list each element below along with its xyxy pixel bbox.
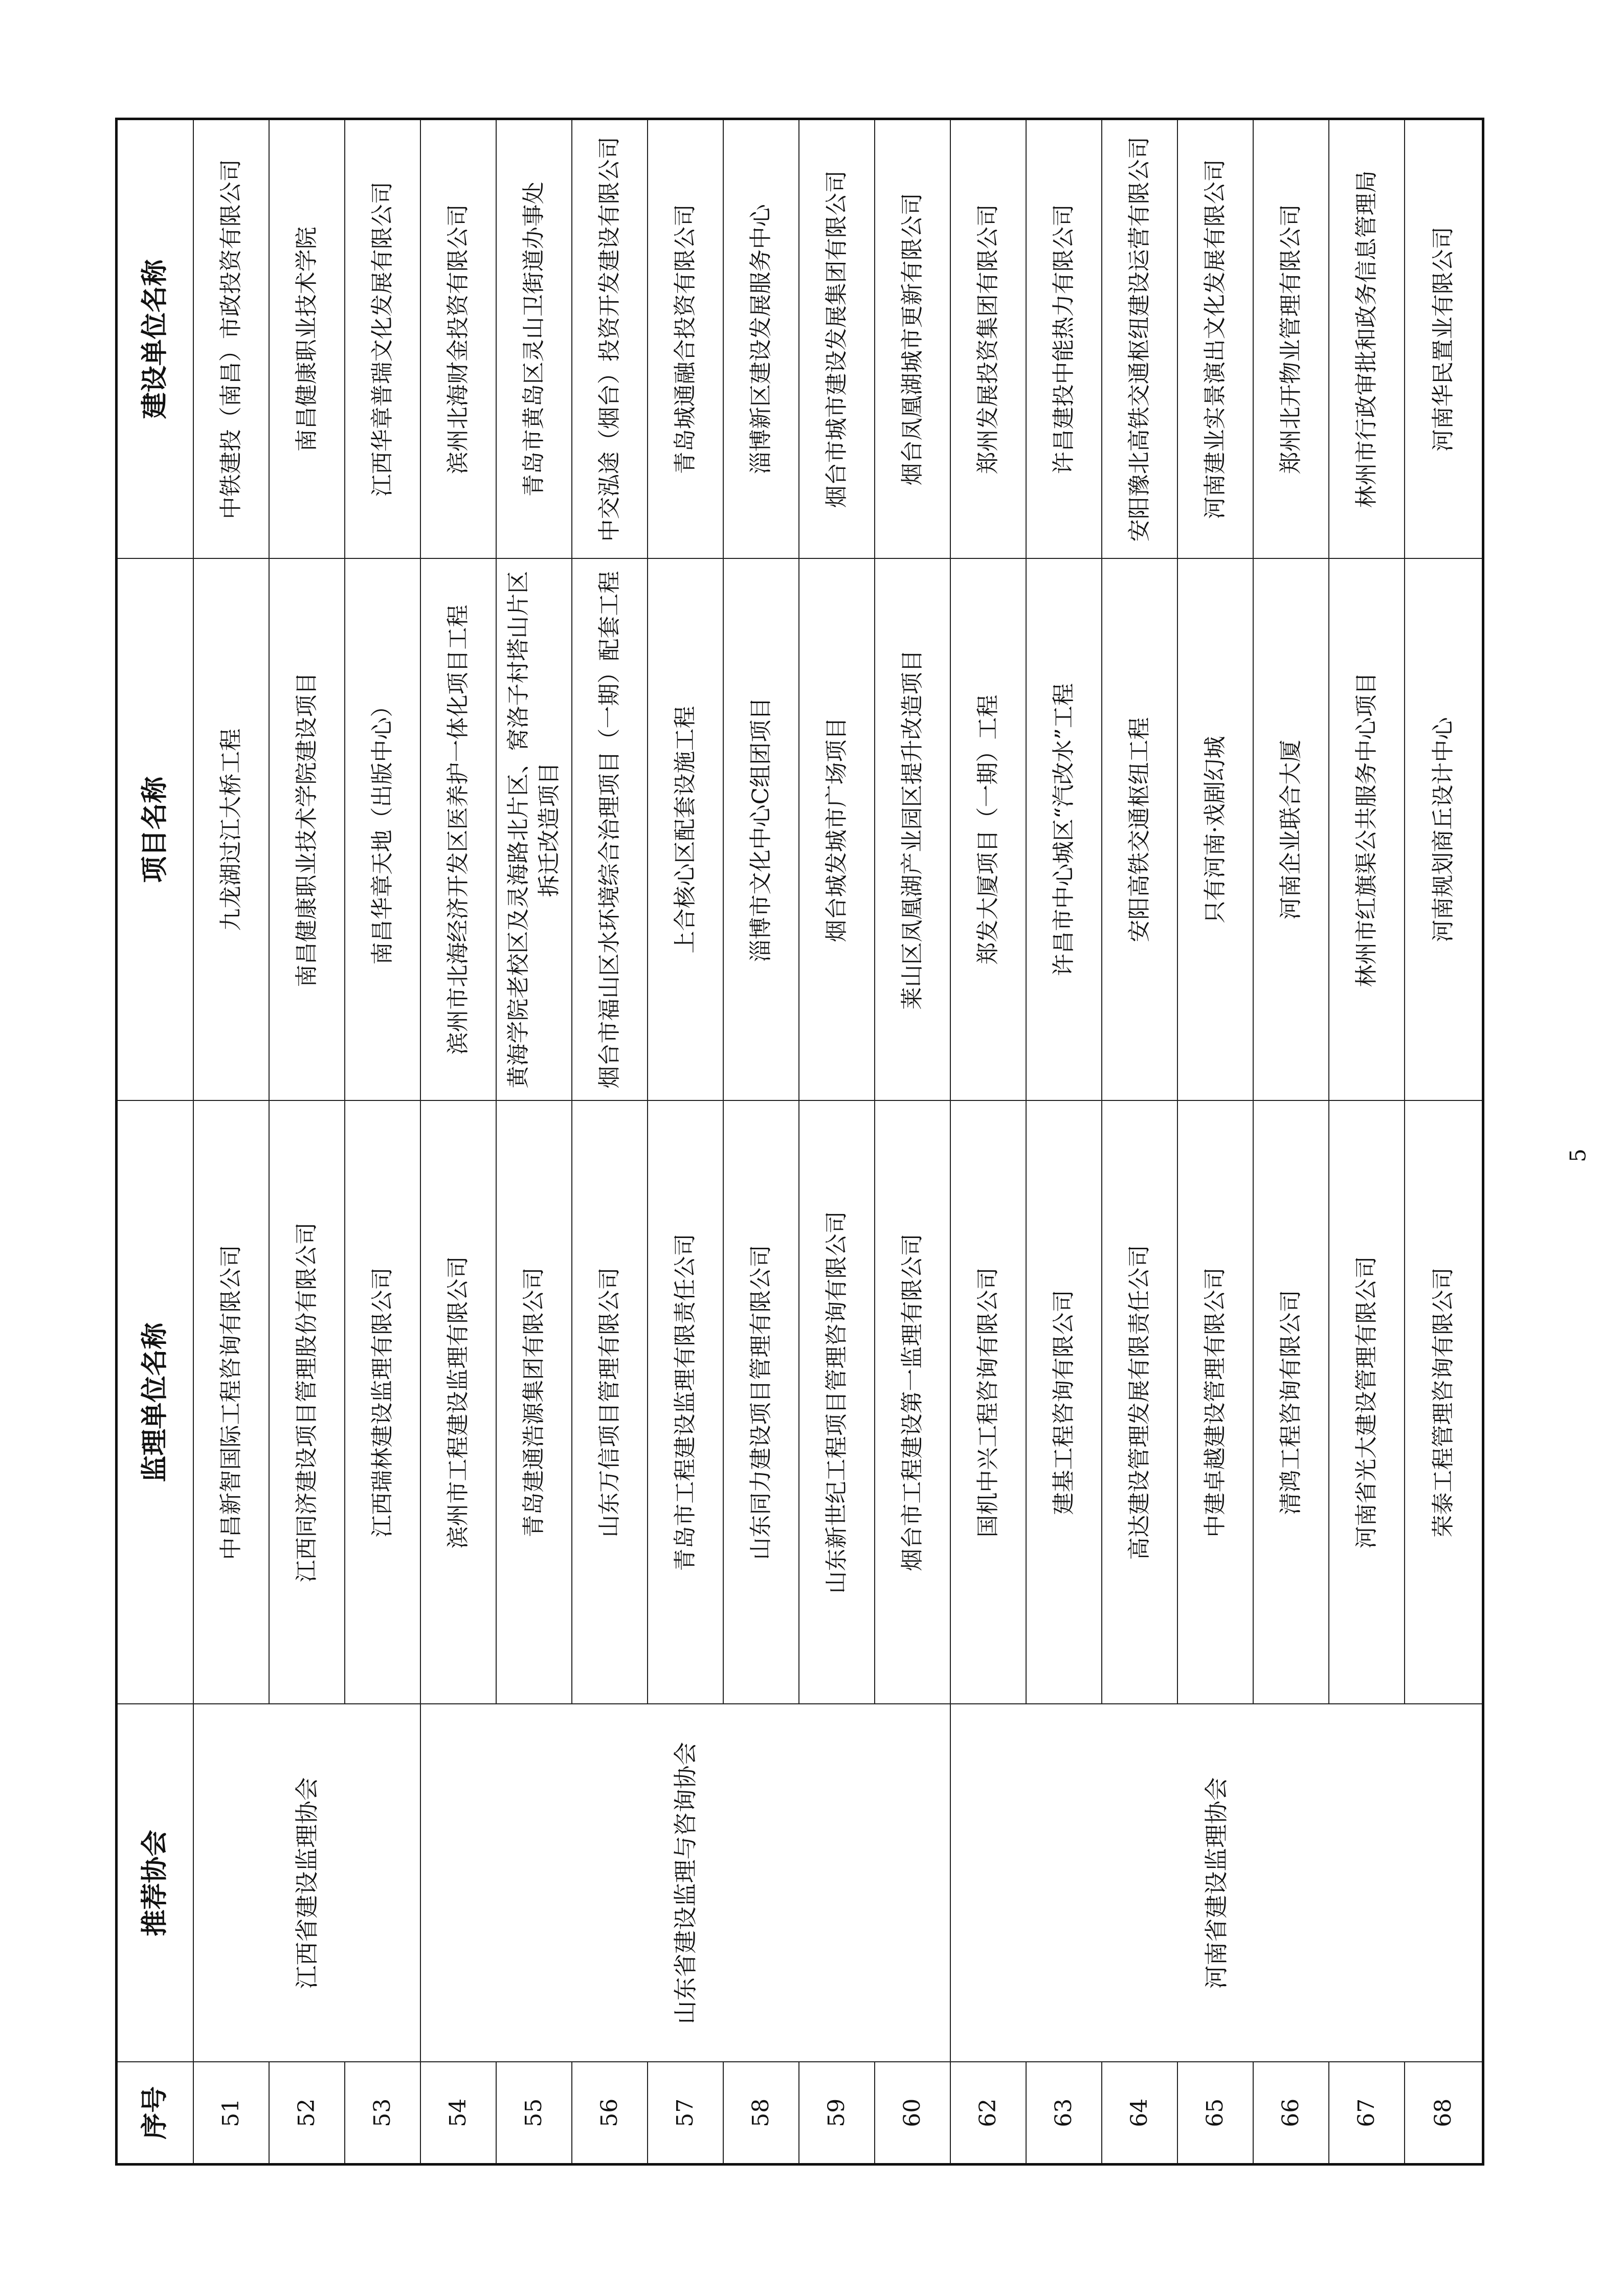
cell-supervisor: 青岛建通浩源集团有限公司	[496, 1101, 572, 1704]
cell-seq: 55	[496, 2062, 572, 2165]
cell-association-henan: 河南省建设监理协会	[950, 1704, 1483, 2062]
cell-seq: 56	[572, 2062, 648, 2165]
cell-project: 许昌市中心城区“汽改水”工程	[1026, 559, 1102, 1101]
cell-supervisor: 高达建设管理发展有限责任公司	[1102, 1101, 1177, 1704]
cell-owner: 中铁建投（南昌）市政投资有限公司	[193, 119, 269, 559]
cell-owner: 烟台凤凰湖城市更新有限公司	[875, 119, 950, 559]
header-owner: 建设单位名称	[117, 119, 193, 559]
header-seq: 序号	[117, 2062, 193, 2165]
cell-owner: 青岛市黄岛区灵山卫街道办事处	[496, 119, 572, 559]
table-row	[193, 119, 269, 2165]
cell-seq: 67	[1329, 2062, 1405, 2165]
cell-supervisor: 建基工程咨询有限公司	[1026, 1101, 1102, 1704]
cell-seq: 64	[1102, 2062, 1177, 2165]
cell-supervisor: 河南省光大建设管理有限公司	[1329, 1101, 1405, 1704]
cell-seq: 62	[950, 2062, 1026, 2165]
cell-seq: 63	[1026, 2062, 1102, 2165]
cell-owner: 林州市行政审批和政务信息管理局	[1329, 119, 1405, 559]
cell-project: 莱山区凤凰湖产业园区提升改造项目	[875, 559, 950, 1101]
cell-project: 只有河南·戏剧幻城	[1177, 559, 1253, 1101]
cell-project: 河南规划商丘设计中心	[1405, 559, 1483, 1101]
cell-seq: 51	[193, 2062, 269, 2165]
cell-supervisor: 滨州市工程建设监理有限公司	[420, 1101, 496, 1704]
cell-seq: 58	[723, 2062, 799, 2165]
cell-project: 河南企业联合大厦	[1253, 559, 1329, 1101]
cell-project: 淄博市文化中心C组团项目	[723, 559, 799, 1101]
project-list-table	[115, 118, 1484, 2166]
cell-owner: 江西华章普瑞文化发展有限公司	[345, 119, 420, 559]
cell-project: 南昌健康职业技术学院建设项目	[269, 559, 345, 1101]
cell-seq: 59	[799, 2062, 875, 2165]
cell-project: 烟台市福山区水环境综合治理项目（一期）配套工程	[572, 559, 648, 1101]
header-association: 推荐协会	[117, 1704, 193, 2062]
cell-owner: 滨州北海财金投资有限公司	[420, 119, 496, 559]
cell-owner: 许昌建投中能热力有限公司	[1026, 119, 1102, 559]
cell-owner: 郑州发展投资集团有限公司	[950, 119, 1026, 559]
cell-project: 安阳高铁交通枢纽工程	[1102, 559, 1177, 1101]
cell-owner: 郑州北开物业管理有限公司	[1253, 119, 1329, 559]
cell-seq: 52	[269, 2062, 345, 2165]
table-row	[950, 119, 1026, 2165]
cell-owner: 中交泓途（烟台）投资开发建设有限公司	[572, 119, 648, 559]
cell-supervisor: 烟台市工程建设第一监理有限公司	[875, 1101, 950, 1704]
cell-seq: 54	[420, 2062, 496, 2165]
cell-owner: 烟台市城市建设发展集团有限公司	[799, 119, 875, 559]
header-project: 项目名称	[117, 559, 193, 1101]
cell-supervisor: 中昌新智国际工程咨询有限公司	[193, 1101, 269, 1704]
cell-supervisor: 国机中兴工程咨询有限公司	[950, 1101, 1026, 1704]
cell-project: 上合核心区配套设施工程	[648, 559, 723, 1101]
cell-seq: 53	[345, 2062, 420, 2165]
cell-supervisor: 山东万信项目管理有限公司	[572, 1101, 648, 1704]
cell-supervisor: 山东同力建设项目管理有限公司	[723, 1101, 799, 1704]
cell-association-jiangxi: 江西省建设监理协会	[193, 1704, 420, 2062]
header-supervisor: 监理单位名称	[117, 1101, 193, 1704]
cell-owner: 淄博新区建设发展服务中心	[723, 119, 799, 559]
cell-owner: 南昌健康职业技术学院	[269, 119, 345, 559]
cell-association-shandong: 山东省建设监理与咨询协会	[420, 1704, 950, 2062]
cell-owner: 河南华民置业有限公司	[1405, 119, 1483, 559]
cell-seq: 66	[1253, 2062, 1329, 2165]
cell-owner: 青岛城通融合投资有限公司	[648, 119, 723, 559]
cell-seq: 60	[875, 2062, 950, 2165]
cell-seq: 65	[1177, 2062, 1253, 2165]
cell-supervisor: 清鸿工程咨询有限公司	[1253, 1101, 1329, 1704]
cell-supervisor: 荣泰工程管理咨询有限公司	[1405, 1101, 1483, 1704]
cell-owner: 安阳豫北高铁交通枢纽建设运营有限公司	[1102, 119, 1177, 559]
cell-supervisor: 中建卓越建设管理有限公司	[1177, 1101, 1253, 1704]
cell-project: 黄海学院老校区及灵海路北片区、窝洛子村塔山片区拆迁改造项目	[496, 559, 572, 1101]
cell-seq: 68	[1405, 2062, 1483, 2165]
cell-supervisor: 山东新世纪工程项目管理咨询有限公司	[799, 1101, 875, 1704]
table-row	[420, 119, 496, 2165]
cell-supervisor: 青岛市工程建设监理有限责任公司	[648, 1101, 723, 1704]
cell-owner: 河南建业实景演出文化发展有限公司	[1177, 119, 1253, 559]
page-number: 5	[1565, 1149, 1591, 1162]
cell-project: 滨州市北海经济开发区医养护一体化项目工程	[420, 559, 496, 1101]
cell-supervisor: 江西同济建设项目管理股份有限公司	[269, 1101, 345, 1704]
cell-project: 南昌华章天地（出版中心）	[345, 559, 420, 1101]
table-header-row	[117, 119, 193, 2165]
rotated-table-container	[115, 120, 1481, 2166]
cell-supervisor: 江西瑞林建设监理有限公司	[345, 1101, 420, 1704]
cell-project: 九龙湖过江大桥工程	[193, 559, 269, 1101]
cell-project: 烟台城发城市广场项目	[799, 559, 875, 1101]
cell-project: 郑发大厦项目（一期）工程	[950, 559, 1026, 1101]
cell-project: 林州市红旗渠公共服务中心项目	[1329, 559, 1405, 1101]
cell-seq: 57	[648, 2062, 723, 2165]
